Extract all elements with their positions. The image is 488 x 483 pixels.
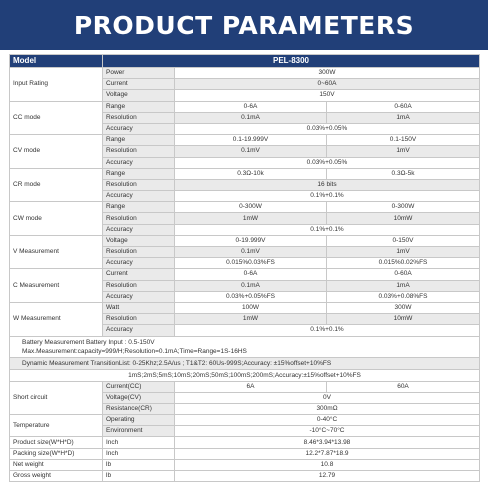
dynamic-row-2 <box>10 369 480 381</box>
row-value: 0~60A <box>175 79 480 90</box>
table-row <box>10 269 480 280</box>
row-value: 12.79 <box>175 471 480 482</box>
table-row <box>10 68 480 79</box>
row-label: Accuracy <box>103 191 175 202</box>
battery-line-1: Battery Measurement Battery Input : 0.5-150V <box>22 338 155 346</box>
cc-mode-label: CC mode <box>10 101 103 135</box>
table-row <box>10 101 480 112</box>
row-value: 10.8 <box>175 459 480 470</box>
table-row <box>10 202 480 213</box>
row-label: Accuracy <box>103 291 175 302</box>
row-label: Voltage <box>103 235 175 246</box>
row-label: Current <box>103 269 175 280</box>
battery-cell <box>10 336 480 357</box>
row-value-b: 300W <box>327 302 480 313</box>
cv-mode-label: CV mode <box>10 135 103 169</box>
row-label: Voltage(CV) <box>103 392 175 403</box>
row-label: Accuracy <box>103 258 175 269</box>
row-label: Accuracy <box>103 224 175 235</box>
row-value-b: 0.3Ω-5k <box>327 168 480 179</box>
row-value-b: 0.015%0.02%FS <box>327 258 480 269</box>
row-value-b: 60A <box>327 381 480 392</box>
row-label: Resolution <box>103 247 175 258</box>
row-value-b: 10mW <box>327 314 480 325</box>
row-value-a: 0-6A <box>175 101 327 112</box>
table-row <box>10 135 480 146</box>
row-value-b: 1mA <box>327 280 480 291</box>
row-value-a: 0.1mV <box>175 247 327 258</box>
row-value-a: 0.03%+0.05%FS <box>175 291 327 302</box>
row-value-b: 0-60A <box>327 269 480 280</box>
gross-weight-label: Gross weight <box>10 471 103 482</box>
row-value-b: 0.1-150V <box>327 135 480 146</box>
row-label: Resolution <box>103 146 175 157</box>
row-label: Power <box>103 68 175 79</box>
row-value-a: 0-300W <box>175 202 327 213</box>
row-value-a: 1mW <box>175 213 327 224</box>
row-value-b: 0-60A <box>327 101 480 112</box>
row-value: 0.1%+0.1% <box>175 191 480 202</box>
row-label: Current <box>103 79 175 90</box>
row-value-a: 0-19.999V <box>175 235 327 246</box>
net-weight-label: Net weight <box>10 459 103 470</box>
dynamic-line-1: Dynamic Measurement TransitionList: 0-25Khz;2.5A/us ; T1&T2: 60Us-999S;Accuracy: ±15%offset+10%FS <box>10 357 480 369</box>
row-value-b: 0-300W <box>327 202 480 213</box>
row-value-a: 100W <box>175 302 327 313</box>
v-measurement-label: V Measurement <box>10 235 103 269</box>
short-circuit-label: Short circuit <box>10 381 103 415</box>
battery-row <box>10 336 480 357</box>
row-label: Accuracy <box>103 325 175 336</box>
row-label: Watt <box>103 302 175 313</box>
row-unit: Inch <box>103 437 175 448</box>
spec-table-wrap <box>0 50 488 482</box>
row-value: 0.03%+0.05% <box>175 157 480 168</box>
row-unit: lb <box>103 471 175 482</box>
row-label: Range <box>103 202 175 213</box>
c-measurement-label: C Measurement <box>10 269 103 303</box>
model-label: Model <box>10 55 103 68</box>
product-size-label: Product size(W*H*D) <box>10 437 103 448</box>
row-value-b: 10mW <box>327 213 480 224</box>
row-label: Accuracy <box>103 123 175 134</box>
row-value-a: 0-6A <box>175 269 327 280</box>
row-label: Resolution <box>103 213 175 224</box>
row-value-a: 0.1mA <box>175 280 327 291</box>
table-row <box>10 459 480 470</box>
row-value: 0V <box>175 392 480 403</box>
cr-mode-label: CR mode <box>10 168 103 202</box>
row-value-b: 0-150V <box>327 235 480 246</box>
row-value-a: 0.1mV <box>175 146 327 157</box>
row-value-b: 1mV <box>327 247 480 258</box>
row-label: Environment <box>103 426 175 437</box>
row-label: Current(CC) <box>103 381 175 392</box>
temperature-label: Temperature <box>10 415 103 437</box>
row-value-a: 0.3Ω-10k <box>175 168 327 179</box>
row-label: Resolution <box>103 280 175 291</box>
row-value: 12.2*7.87*18.9 <box>175 448 480 459</box>
row-value-a: 0.1mA <box>175 112 327 123</box>
table-row <box>10 381 480 392</box>
dynamic-line-2: 1mS;2mS;5mS;10mS;20mS;50mS;100mS;200mS;Accuracy:±15%offset+10%FS <box>10 369 480 381</box>
row-label: Voltage <box>103 90 175 101</box>
row-value: 0.1%+0.1% <box>175 325 480 336</box>
row-value: 0.03%+0.05% <box>175 123 480 134</box>
table-row <box>10 415 480 426</box>
row-value: -10°C~70°C <box>175 426 480 437</box>
row-label: Range <box>103 101 175 112</box>
table-row <box>10 302 480 313</box>
row-value-b: 1mV <box>327 146 480 157</box>
row-unit: lb <box>103 459 175 470</box>
row-value: 150V <box>175 90 480 101</box>
table-row <box>10 235 480 246</box>
battery-line-2: Max.Measurement:capacity=999/H;Resolution=0.1mA;Time=Range=1S-16HS <box>22 347 247 355</box>
packing-size-label: Packing size(W*H*D) <box>10 448 103 459</box>
row-label: Range <box>103 168 175 179</box>
row-value: 16 bits <box>175 179 480 190</box>
model-row <box>10 55 480 68</box>
row-label: Accuracy <box>103 157 175 168</box>
row-value-a: 0.1-19.999V <box>175 135 327 146</box>
row-value-b: 1mA <box>327 112 480 123</box>
cw-mode-label: CW mode <box>10 202 103 236</box>
row-value-b: 0.03%+0.08%FS <box>327 291 480 302</box>
row-value-a: 6A <box>175 381 327 392</box>
row-value: 300mΩ <box>175 403 480 414</box>
row-label: Operating <box>103 415 175 426</box>
row-unit: Inch <box>103 448 175 459</box>
input-rating-label: Input Rating <box>10 68 103 102</box>
page-title: PRODUCT PARAMETERS <box>73 10 415 40</box>
w-measurement-label: W Measurement <box>10 302 103 336</box>
table-row <box>10 471 480 482</box>
row-value-a: 0.015%0.03%FS <box>175 258 327 269</box>
row-label: Resistance(CR) <box>103 403 175 414</box>
model-value: PEL-8300 <box>103 55 480 68</box>
spec-table <box>9 54 480 482</box>
header-banner <box>0 0 488 50</box>
row-label: Range <box>103 135 175 146</box>
table-row <box>10 448 480 459</box>
row-label: Resolution <box>103 179 175 190</box>
row-value: 0-40°C <box>175 415 480 426</box>
row-value: 300W <box>175 68 480 79</box>
table-row <box>10 437 480 448</box>
row-value: 0.1%+0.1% <box>175 224 480 235</box>
row-label: Resolution <box>103 314 175 325</box>
row-value: 8.46*3.94*13.98 <box>175 437 480 448</box>
row-value-a: 1mW <box>175 314 327 325</box>
dynamic-row <box>10 357 480 369</box>
row-label: Resolution <box>103 112 175 123</box>
table-row <box>10 168 480 179</box>
